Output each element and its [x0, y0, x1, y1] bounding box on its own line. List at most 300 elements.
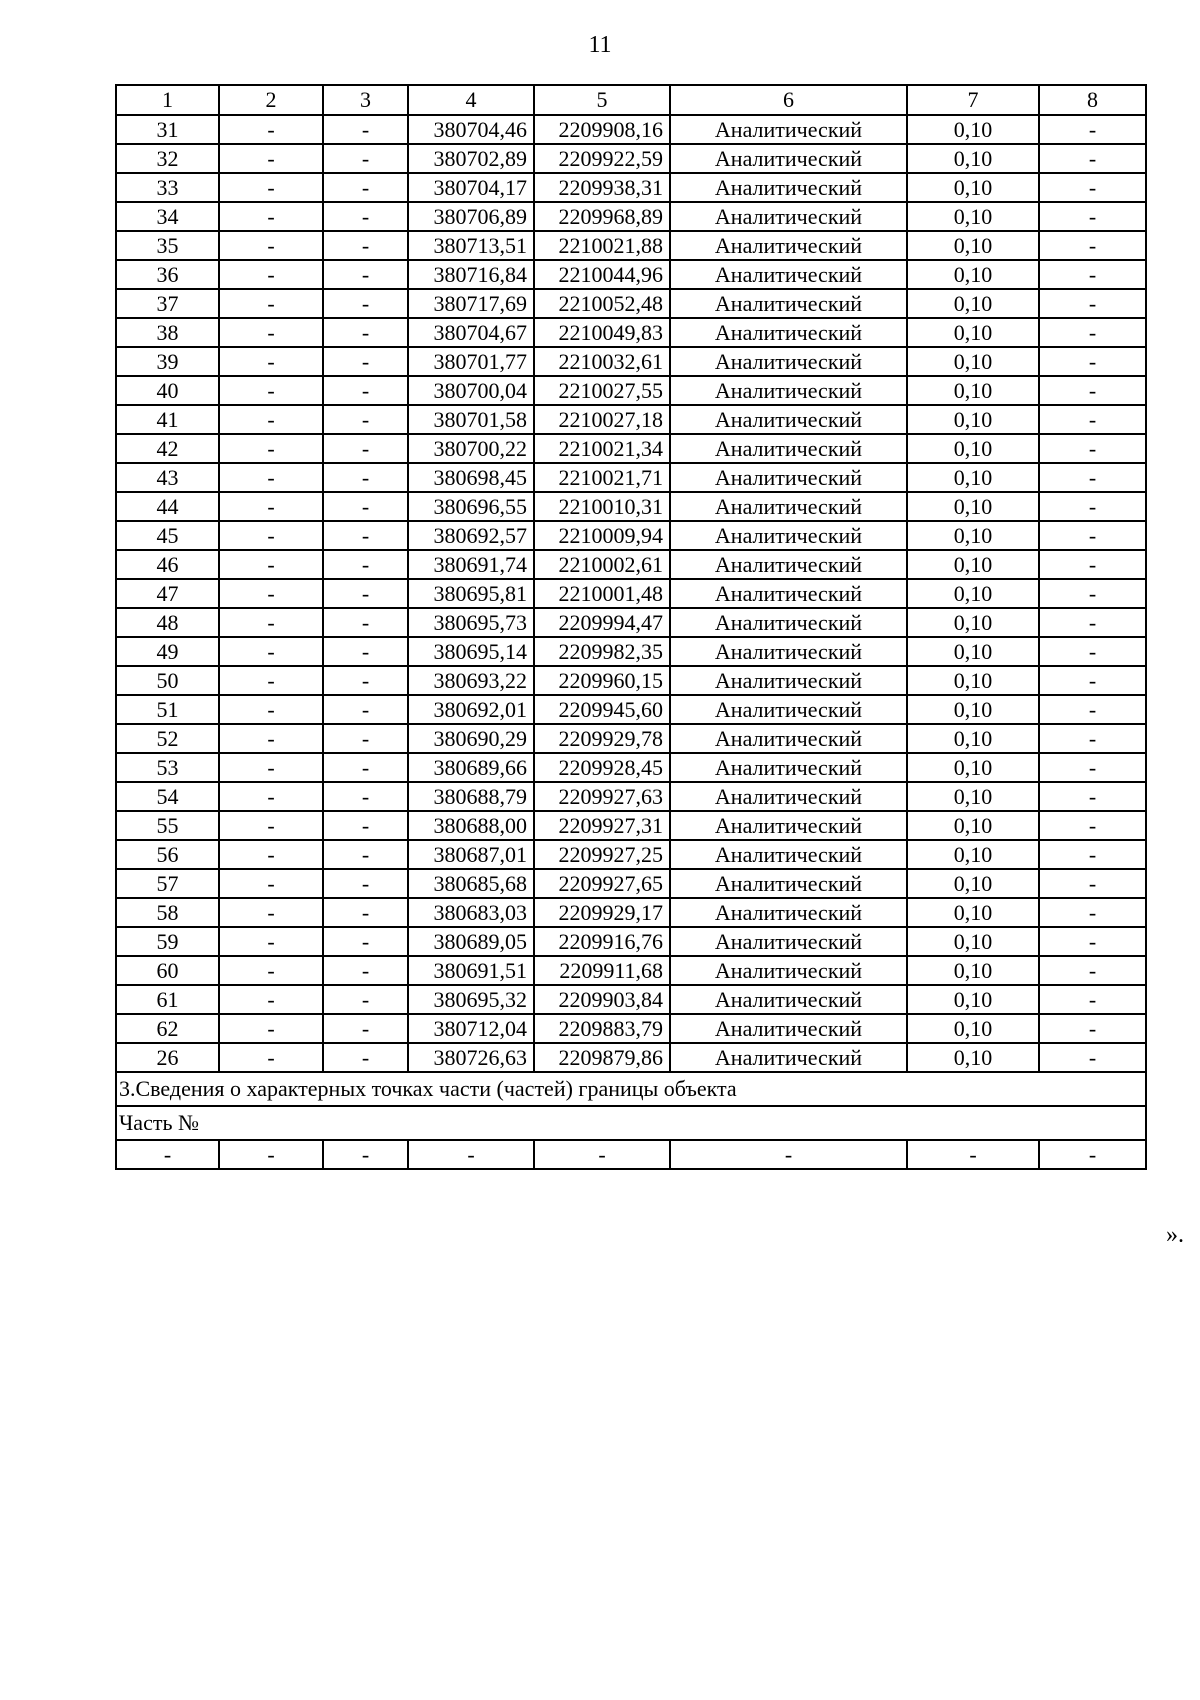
empty-cell: -	[323, 1140, 408, 1169]
column-header: 6	[670, 85, 907, 115]
col2-cell: -	[219, 550, 323, 579]
x-coordinate-cell: 380688,79	[408, 782, 534, 811]
table-row	[116, 782, 1146, 811]
point-number-cell: 36	[116, 260, 219, 289]
y-coordinate-cell: 2210009,94	[534, 521, 670, 550]
table-row	[116, 1014, 1146, 1043]
x-coordinate-cell: 380695,14	[408, 637, 534, 666]
coordinates-table	[115, 84, 1147, 1170]
y-coordinate-cell: 2209928,45	[534, 753, 670, 782]
col8-cell: -	[1039, 898, 1146, 927]
method-cell: Аналитический	[670, 898, 907, 927]
col8-cell: -	[1039, 782, 1146, 811]
accuracy-cell: 0,10	[907, 434, 1039, 463]
accuracy-cell: 0,10	[907, 550, 1039, 579]
column-header: 2	[219, 85, 323, 115]
y-coordinate-cell: 2210021,88	[534, 231, 670, 260]
col2-cell: -	[219, 1014, 323, 1043]
accuracy-cell: 0,10	[907, 231, 1039, 260]
point-number-cell: 58	[116, 898, 219, 927]
accuracy-cell: 0,10	[907, 840, 1039, 869]
table-row	[116, 666, 1146, 695]
col3-cell: -	[323, 695, 408, 724]
coordinates-table-container	[115, 84, 1147, 1170]
col3-cell: -	[323, 811, 408, 840]
col8-cell: -	[1039, 318, 1146, 347]
method-cell: Аналитический	[670, 405, 907, 434]
col3-cell: -	[323, 608, 408, 637]
method-cell: Аналитический	[670, 115, 907, 144]
method-cell: Аналитический	[670, 985, 907, 1014]
method-cell: Аналитический	[670, 782, 907, 811]
col3-cell: -	[323, 521, 408, 550]
accuracy-cell: 0,10	[907, 347, 1039, 376]
table-row	[116, 260, 1146, 289]
col8-cell: -	[1039, 289, 1146, 318]
col2-cell: -	[219, 869, 323, 898]
empty-cell: -	[534, 1140, 670, 1169]
y-coordinate-cell: 2209911,68	[534, 956, 670, 985]
x-coordinate-cell: 380702,89	[408, 144, 534, 173]
y-coordinate-cell: 2210021,71	[534, 463, 670, 492]
method-cell: Аналитический	[670, 347, 907, 376]
col3-cell: -	[323, 1043, 408, 1072]
accuracy-cell: 0,10	[907, 811, 1039, 840]
x-coordinate-cell: 380691,51	[408, 956, 534, 985]
accuracy-cell: 0,10	[907, 579, 1039, 608]
col8-cell: -	[1039, 173, 1146, 202]
point-number-cell: 60	[116, 956, 219, 985]
table-row	[116, 289, 1146, 318]
method-cell: Аналитический	[670, 811, 907, 840]
table-row	[116, 202, 1146, 231]
x-coordinate-cell: 380691,74	[408, 550, 534, 579]
method-cell: Аналитический	[670, 173, 907, 202]
x-coordinate-cell: 380690,29	[408, 724, 534, 753]
col2-cell: -	[219, 202, 323, 231]
point-number-cell: 62	[116, 1014, 219, 1043]
y-coordinate-cell: 2209968,89	[534, 202, 670, 231]
col2-cell: -	[219, 579, 323, 608]
point-number-cell: 53	[116, 753, 219, 782]
col2-cell: -	[219, 318, 323, 347]
col2-cell: -	[219, 434, 323, 463]
col3-cell: -	[323, 318, 408, 347]
table-row	[116, 898, 1146, 927]
col3-cell: -	[323, 260, 408, 289]
point-number-cell: 35	[116, 231, 219, 260]
col2-cell: -	[219, 840, 323, 869]
col2-cell: -	[219, 666, 323, 695]
table-row	[116, 347, 1146, 376]
y-coordinate-cell: 2209903,84	[534, 985, 670, 1014]
method-cell: Аналитический	[670, 753, 907, 782]
x-coordinate-cell: 380685,68	[408, 869, 534, 898]
y-coordinate-cell: 2209927,25	[534, 840, 670, 869]
method-cell: Аналитический	[670, 260, 907, 289]
col8-cell: -	[1039, 347, 1146, 376]
x-coordinate-cell: 380692,01	[408, 695, 534, 724]
part-label: Часть №	[116, 1106, 1146, 1140]
col2-cell: -	[219, 231, 323, 260]
x-coordinate-cell: 380704,46	[408, 115, 534, 144]
part-label-row	[116, 1106, 1146, 1140]
accuracy-cell: 0,10	[907, 637, 1039, 666]
y-coordinate-cell: 2209982,35	[534, 637, 670, 666]
accuracy-cell: 0,10	[907, 463, 1039, 492]
x-coordinate-cell: 380717,69	[408, 289, 534, 318]
point-number-cell: 39	[116, 347, 219, 376]
point-number-cell: 59	[116, 927, 219, 956]
col3-cell: -	[323, 289, 408, 318]
col2-cell: -	[219, 260, 323, 289]
col3-cell: -	[323, 840, 408, 869]
col8-cell: -	[1039, 521, 1146, 550]
empty-cell: -	[408, 1140, 534, 1169]
col8-cell: -	[1039, 463, 1146, 492]
col3-cell: -	[323, 347, 408, 376]
col3-cell: -	[323, 463, 408, 492]
point-number-cell: 54	[116, 782, 219, 811]
col2-cell: -	[219, 985, 323, 1014]
method-cell: Аналитический	[670, 144, 907, 173]
point-number-cell: 37	[116, 289, 219, 318]
accuracy-cell: 0,10	[907, 521, 1039, 550]
col2-cell: -	[219, 724, 323, 753]
table-row	[116, 115, 1146, 144]
col8-cell: -	[1039, 1043, 1146, 1072]
col3-cell: -	[323, 724, 408, 753]
column-header: 1	[116, 85, 219, 115]
col8-cell: -	[1039, 492, 1146, 521]
col8-cell: -	[1039, 260, 1146, 289]
column-header: 3	[323, 85, 408, 115]
col3-cell: -	[323, 666, 408, 695]
method-cell: Аналитический	[670, 956, 907, 985]
section-title: 3.Сведения о характерных точках части (частей) границы объекта	[116, 1072, 1146, 1106]
point-number-cell: 50	[116, 666, 219, 695]
col2-cell: -	[219, 898, 323, 927]
table-row	[116, 695, 1146, 724]
y-coordinate-cell: 2210044,96	[534, 260, 670, 289]
y-coordinate-cell: 2210010,31	[534, 492, 670, 521]
method-cell: Аналитический	[670, 927, 907, 956]
x-coordinate-cell: 380689,66	[408, 753, 534, 782]
method-cell: Аналитический	[670, 608, 907, 637]
table-row	[116, 579, 1146, 608]
x-coordinate-cell: 380700,04	[408, 376, 534, 405]
col2-cell: -	[219, 347, 323, 376]
page-number: 11	[588, 32, 612, 58]
x-coordinate-cell: 380695,73	[408, 608, 534, 637]
x-coordinate-cell: 380704,67	[408, 318, 534, 347]
x-coordinate-cell: 380693,22	[408, 666, 534, 695]
x-coordinate-cell: 380726,63	[408, 1043, 534, 1072]
col2-cell: -	[219, 927, 323, 956]
method-cell: Аналитический	[670, 666, 907, 695]
x-coordinate-cell: 380712,04	[408, 1014, 534, 1043]
table-row	[116, 956, 1146, 985]
x-coordinate-cell: 380701,77	[408, 347, 534, 376]
method-cell: Аналитический	[670, 289, 907, 318]
table-row	[116, 463, 1146, 492]
method-cell: Аналитический	[670, 637, 907, 666]
x-coordinate-cell: 380689,05	[408, 927, 534, 956]
col8-cell: -	[1039, 434, 1146, 463]
point-number-cell: 57	[116, 869, 219, 898]
accuracy-cell: 0,10	[907, 927, 1039, 956]
method-cell: Аналитический	[670, 579, 907, 608]
col2-cell: -	[219, 463, 323, 492]
col8-cell: -	[1039, 985, 1146, 1014]
col8-cell: -	[1039, 840, 1146, 869]
table-body	[116, 85, 1146, 1169]
y-coordinate-cell: 2209883,79	[534, 1014, 670, 1043]
y-coordinate-cell: 2210001,48	[534, 579, 670, 608]
point-number-cell: 51	[116, 695, 219, 724]
method-cell: Аналитический	[670, 231, 907, 260]
table-row	[116, 840, 1146, 869]
col8-cell: -	[1039, 405, 1146, 434]
accuracy-cell: 0,10	[907, 869, 1039, 898]
point-number-cell: 31	[116, 115, 219, 144]
accuracy-cell: 0,10	[907, 753, 1039, 782]
accuracy-cell: 0,10	[907, 782, 1039, 811]
y-coordinate-cell: 2209994,47	[534, 608, 670, 637]
empty-cell: -	[670, 1140, 907, 1169]
y-coordinate-cell: 2209922,59	[534, 144, 670, 173]
table-row	[116, 144, 1146, 173]
y-coordinate-cell: 2209927,31	[534, 811, 670, 840]
accuracy-cell: 0,10	[907, 144, 1039, 173]
accuracy-cell: 0,10	[907, 724, 1039, 753]
table-row	[116, 231, 1146, 260]
y-coordinate-cell: 2210052,48	[534, 289, 670, 318]
accuracy-cell: 0,10	[907, 898, 1039, 927]
accuracy-cell: 0,10	[907, 202, 1039, 231]
accuracy-cell: 0,10	[907, 985, 1039, 1014]
x-coordinate-cell: 380700,22	[408, 434, 534, 463]
point-number-cell: 41	[116, 405, 219, 434]
accuracy-cell: 0,10	[907, 115, 1039, 144]
closing-quote: ».	[1166, 1222, 1184, 1248]
col3-cell: -	[323, 144, 408, 173]
point-number-cell: 47	[116, 579, 219, 608]
section-title-row	[116, 1072, 1146, 1106]
empty-cell: -	[219, 1140, 323, 1169]
col3-cell: -	[323, 550, 408, 579]
y-coordinate-cell: 2210027,55	[534, 376, 670, 405]
method-cell: Аналитический	[670, 492, 907, 521]
table-row	[116, 434, 1146, 463]
table-row	[116, 318, 1146, 347]
y-coordinate-cell: 2209916,76	[534, 927, 670, 956]
col8-cell: -	[1039, 550, 1146, 579]
column-header: 5	[534, 85, 670, 115]
x-coordinate-cell: 380698,45	[408, 463, 534, 492]
column-header: 8	[1039, 85, 1146, 115]
accuracy-cell: 0,10	[907, 666, 1039, 695]
table-row	[116, 724, 1146, 753]
accuracy-cell: 0,10	[907, 173, 1039, 202]
col2-cell: -	[219, 695, 323, 724]
col2-cell: -	[219, 144, 323, 173]
col2-cell: -	[219, 173, 323, 202]
table-row	[116, 550, 1146, 579]
col8-cell: -	[1039, 811, 1146, 840]
col3-cell: -	[323, 579, 408, 608]
method-cell: Аналитический	[670, 521, 907, 550]
point-number-cell: 49	[116, 637, 219, 666]
point-number-cell: 26	[116, 1043, 219, 1072]
accuracy-cell: 0,10	[907, 956, 1039, 985]
col8-cell: -	[1039, 608, 1146, 637]
x-coordinate-cell: 380695,32	[408, 985, 534, 1014]
col3-cell: -	[323, 115, 408, 144]
col3-cell: -	[323, 898, 408, 927]
accuracy-cell: 0,10	[907, 289, 1039, 318]
table-row	[116, 637, 1146, 666]
point-number-cell: 46	[116, 550, 219, 579]
point-number-cell: 56	[116, 840, 219, 869]
col2-cell: -	[219, 115, 323, 144]
col8-cell: -	[1039, 115, 1146, 144]
col3-cell: -	[323, 492, 408, 521]
point-number-cell: 34	[116, 202, 219, 231]
empty-cell: -	[1039, 1140, 1146, 1169]
accuracy-cell: 0,10	[907, 1014, 1039, 1043]
method-cell: Аналитический	[670, 869, 907, 898]
col3-cell: -	[323, 753, 408, 782]
x-coordinate-cell: 380696,55	[408, 492, 534, 521]
table-row	[116, 811, 1146, 840]
method-cell: Аналитический	[670, 202, 907, 231]
col2-cell: -	[219, 405, 323, 434]
col8-cell: -	[1039, 1014, 1146, 1043]
point-number-cell: 55	[116, 811, 219, 840]
x-coordinate-cell: 380704,17	[408, 173, 534, 202]
x-coordinate-cell: 380683,03	[408, 898, 534, 927]
column-header: 4	[408, 85, 534, 115]
col8-cell: -	[1039, 753, 1146, 782]
col2-cell: -	[219, 782, 323, 811]
point-number-cell: 40	[116, 376, 219, 405]
col3-cell: -	[323, 434, 408, 463]
col3-cell: -	[323, 782, 408, 811]
table-row	[116, 173, 1146, 202]
col8-cell: -	[1039, 666, 1146, 695]
col3-cell: -	[323, 869, 408, 898]
table-row	[116, 1043, 1146, 1072]
table-row	[116, 521, 1146, 550]
col3-cell: -	[323, 637, 408, 666]
x-coordinate-cell: 380713,51	[408, 231, 534, 260]
method-cell: Аналитический	[670, 376, 907, 405]
empty-part-row	[116, 1140, 1146, 1169]
y-coordinate-cell: 2209879,86	[534, 1043, 670, 1072]
accuracy-cell: 0,10	[907, 492, 1039, 521]
y-coordinate-cell: 2209927,65	[534, 869, 670, 898]
col8-cell: -	[1039, 927, 1146, 956]
method-cell: Аналитический	[670, 695, 907, 724]
table-row	[116, 492, 1146, 521]
col2-cell: -	[219, 637, 323, 666]
accuracy-cell: 0,10	[907, 695, 1039, 724]
table-row	[116, 985, 1146, 1014]
y-coordinate-cell: 2210002,61	[534, 550, 670, 579]
col2-cell: -	[219, 521, 323, 550]
col8-cell: -	[1039, 579, 1146, 608]
col8-cell: -	[1039, 724, 1146, 753]
col8-cell: -	[1039, 869, 1146, 898]
col3-cell: -	[323, 231, 408, 260]
x-coordinate-cell: 380687,01	[408, 840, 534, 869]
point-number-cell: 52	[116, 724, 219, 753]
col8-cell: -	[1039, 144, 1146, 173]
col8-cell: -	[1039, 695, 1146, 724]
col2-cell: -	[219, 289, 323, 318]
method-cell: Аналитический	[670, 1043, 907, 1072]
col3-cell: -	[323, 376, 408, 405]
accuracy-cell: 0,10	[907, 318, 1039, 347]
point-number-cell: 33	[116, 173, 219, 202]
y-coordinate-cell: 2209927,63	[534, 782, 670, 811]
x-coordinate-cell: 380688,00	[408, 811, 534, 840]
x-coordinate-cell: 380716,84	[408, 260, 534, 289]
table-row	[116, 927, 1146, 956]
col2-cell: -	[219, 1043, 323, 1072]
point-number-cell: 61	[116, 985, 219, 1014]
method-cell: Аналитический	[670, 724, 907, 753]
empty-cell: -	[907, 1140, 1039, 1169]
col2-cell: -	[219, 492, 323, 521]
accuracy-cell: 0,10	[907, 376, 1039, 405]
method-cell: Аналитический	[670, 463, 907, 492]
x-coordinate-cell: 380701,58	[408, 405, 534, 434]
col2-cell: -	[219, 376, 323, 405]
method-cell: Аналитический	[670, 1014, 907, 1043]
method-cell: Аналитический	[670, 318, 907, 347]
col8-cell: -	[1039, 637, 1146, 666]
table-row	[116, 608, 1146, 637]
col2-cell: -	[219, 753, 323, 782]
point-number-cell: 42	[116, 434, 219, 463]
method-cell: Аналитический	[670, 434, 907, 463]
column-header: 7	[907, 85, 1039, 115]
col8-cell: -	[1039, 376, 1146, 405]
y-coordinate-cell: 2210049,83	[534, 318, 670, 347]
y-coordinate-cell: 2209929,17	[534, 898, 670, 927]
col8-cell: -	[1039, 231, 1146, 260]
col3-cell: -	[323, 1014, 408, 1043]
col3-cell: -	[323, 927, 408, 956]
y-coordinate-cell: 2209929,78	[534, 724, 670, 753]
col3-cell: -	[323, 405, 408, 434]
x-coordinate-cell: 380695,81	[408, 579, 534, 608]
point-number-cell: 45	[116, 521, 219, 550]
table-header-row	[116, 85, 1146, 115]
col2-cell: -	[219, 811, 323, 840]
point-number-cell: 44	[116, 492, 219, 521]
col2-cell: -	[219, 956, 323, 985]
y-coordinate-cell: 2210021,34	[534, 434, 670, 463]
point-number-cell: 48	[116, 608, 219, 637]
accuracy-cell: 0,10	[907, 608, 1039, 637]
table-row	[116, 376, 1146, 405]
col3-cell: -	[323, 202, 408, 231]
col2-cell: -	[219, 608, 323, 637]
table-row	[116, 869, 1146, 898]
